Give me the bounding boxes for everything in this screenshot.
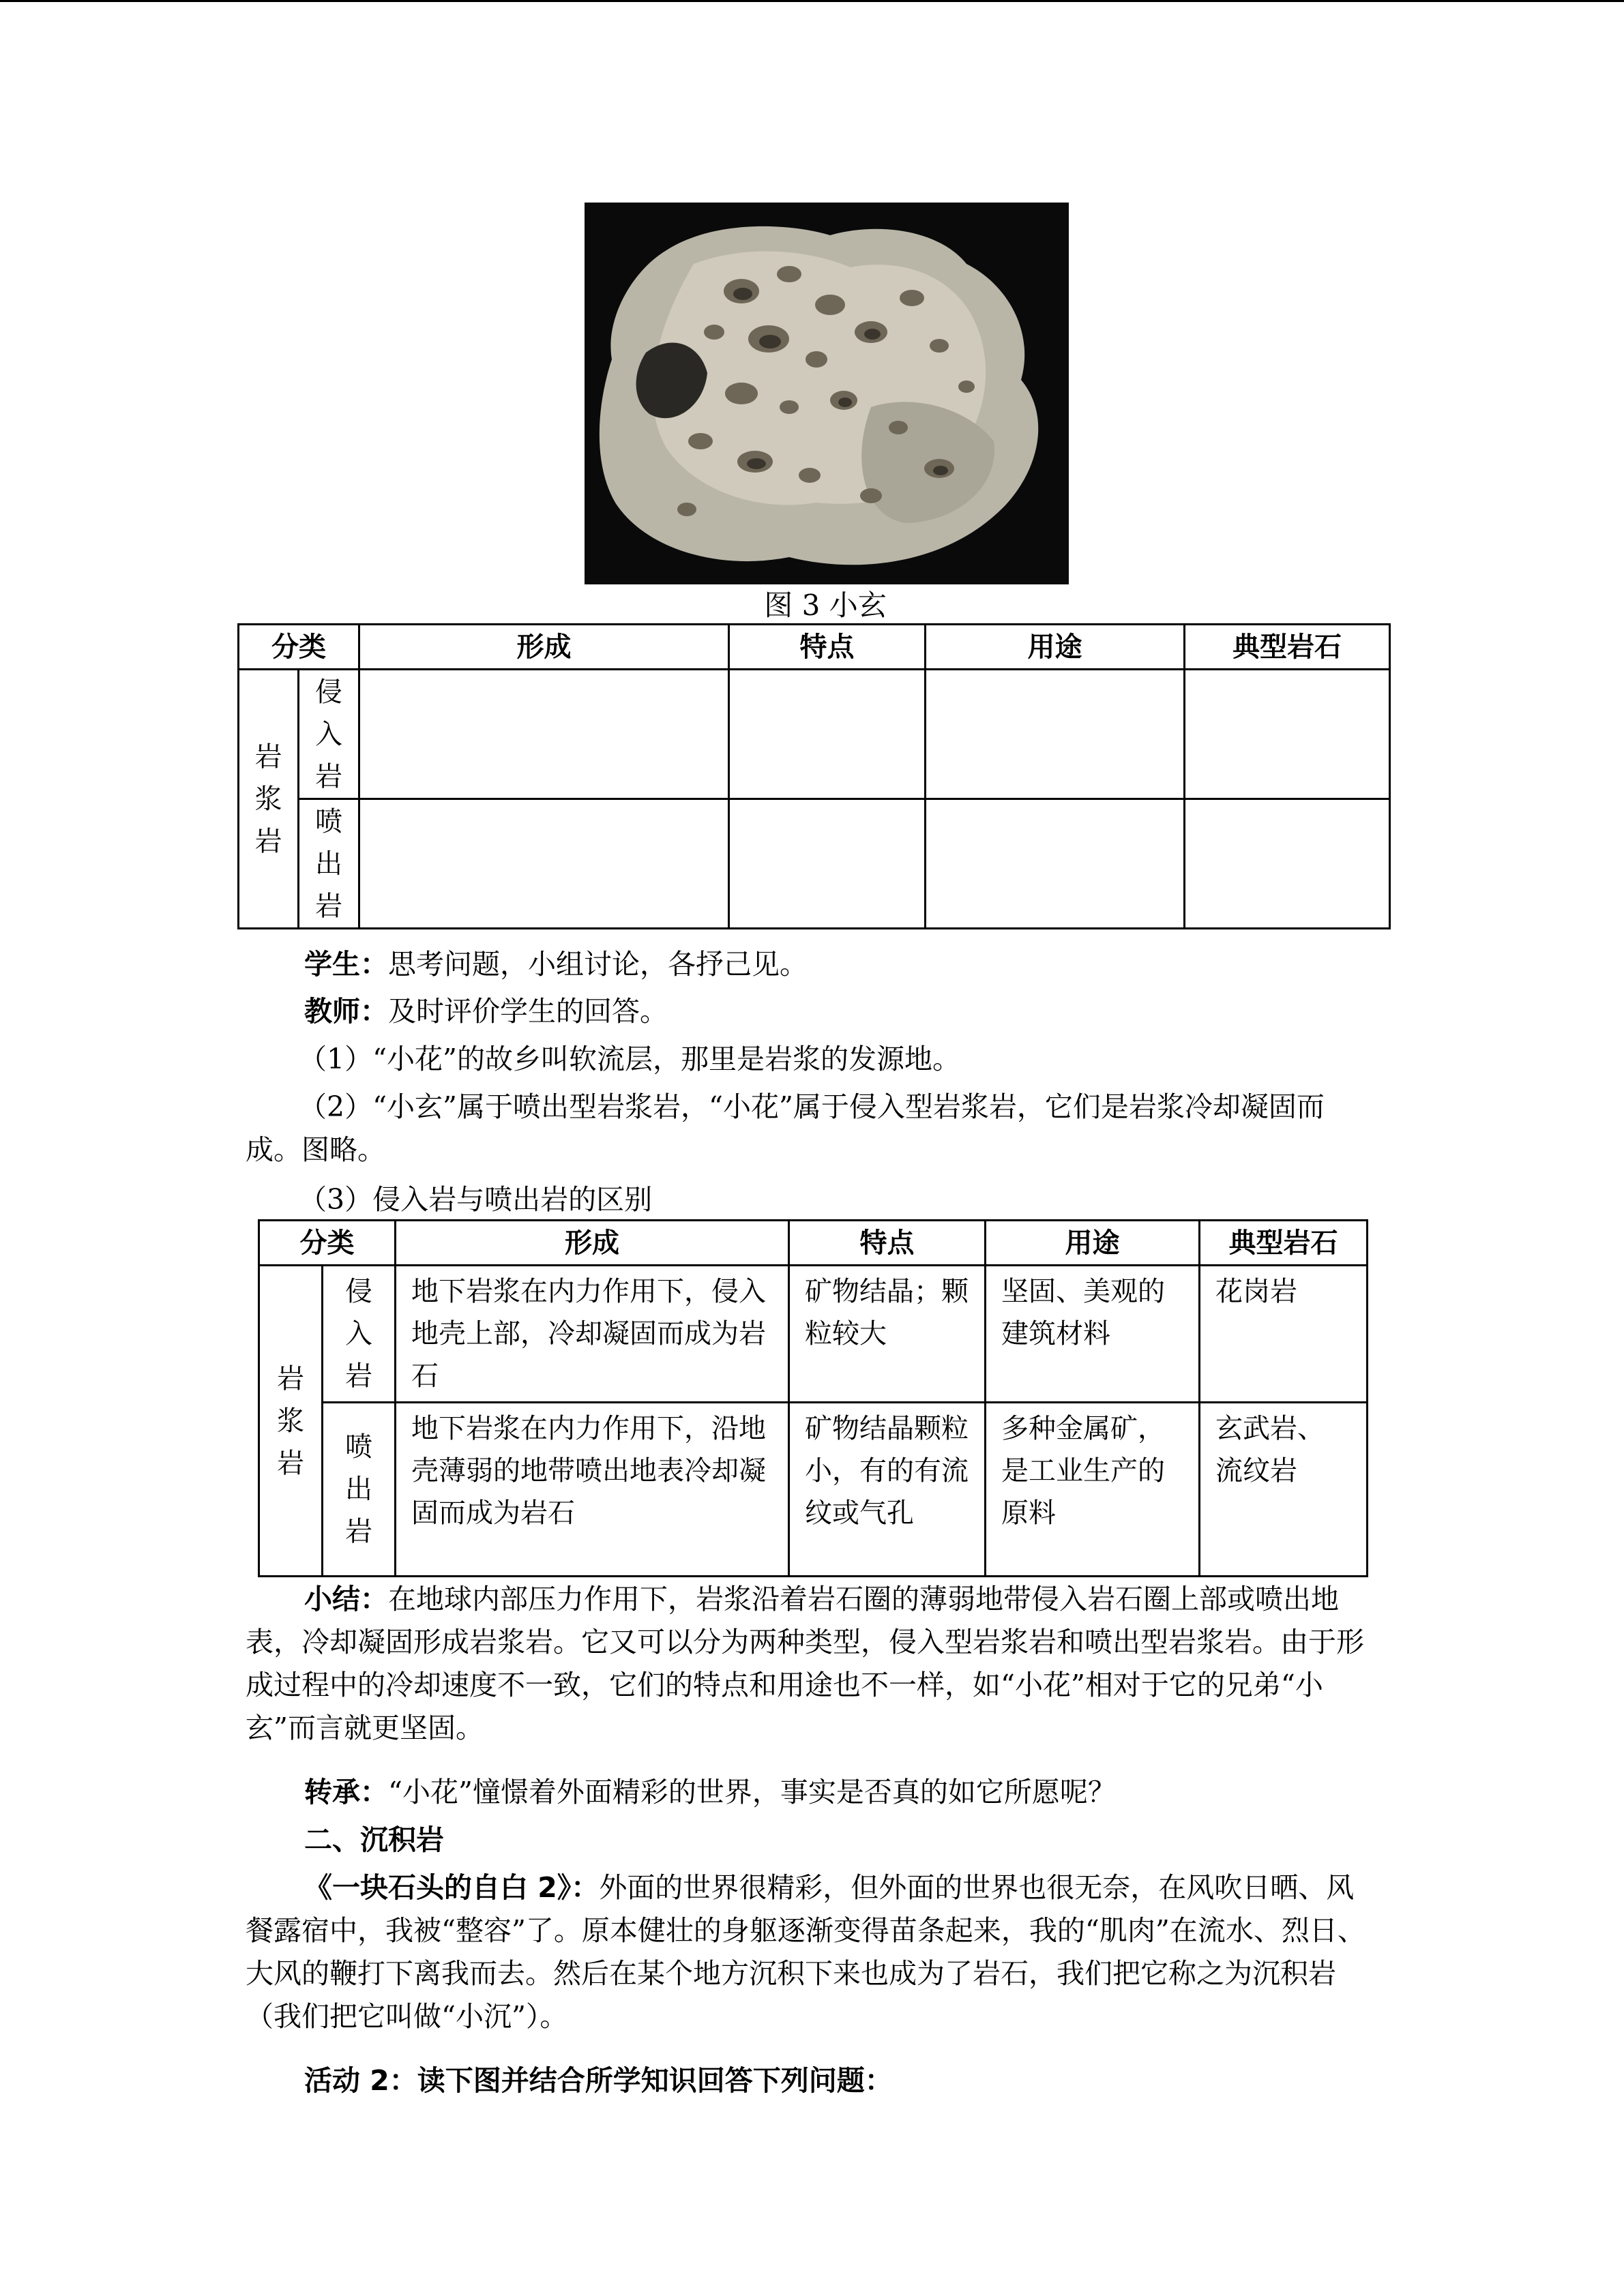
type-label: 喷出岩 bbox=[345, 1431, 372, 1547]
rock-photo bbox=[585, 203, 1069, 584]
story-title: 《一块石头的自白 2》： bbox=[304, 1871, 600, 1904]
type-cell bbox=[323, 1403, 396, 1577]
transition-paragraph bbox=[246, 1771, 1378, 1814]
features-cell bbox=[729, 670, 926, 799]
transition-label: 转承： bbox=[304, 1776, 388, 1808]
header-formation: 形成 bbox=[359, 625, 729, 670]
examples-cell: 玄武岩、流纹岩 bbox=[1200, 1403, 1368, 1577]
group-cell bbox=[239, 670, 299, 929]
type-label: 侵入岩 bbox=[315, 676, 342, 792]
usage-cell: 多种金属矿，是工业生产的原料 bbox=[986, 1403, 1200, 1577]
formation-cell: 地下岩浆在内力作用下，侵入地壳上部，冷却凝固而成为岩石 bbox=[396, 1266, 789, 1403]
answer-item-1: （1）“小花”的故乡叫软流层，那里是岩浆的发源地。 bbox=[299, 1043, 961, 1075]
group-cell bbox=[259, 1266, 323, 1577]
figure-caption: 图 3 小玄 bbox=[764, 588, 887, 622]
header-category: 分类 bbox=[239, 625, 359, 670]
header-usage: 用途 bbox=[986, 1221, 1200, 1266]
header-usage: 用途 bbox=[926, 625, 1185, 670]
summary-text: 在地球内部压力作用下，岩浆沿着岩石圈的薄弱地带侵入岩石圈上部或喷出地表，冷却凝固形成岩浆岩。它又可以分为两种类型，侵入型岩浆岩和喷出型岩浆岩。由于形成过程中的冷却速度不一致，它们的特点和用途也不一样，如“小花”相对于它的兄弟“小玄”而言就更坚固。 bbox=[246, 1583, 1364, 1744]
table-header-row bbox=[239, 625, 1390, 670]
header-examples: 典型岩石 bbox=[1200, 1221, 1368, 1266]
header-features: 特点 bbox=[789, 1221, 986, 1266]
blank-classification-table bbox=[237, 623, 1391, 929]
usage-cell bbox=[926, 799, 1185, 929]
student-label: 学生： bbox=[304, 948, 388, 981]
section-heading: 二、沉积岩 bbox=[304, 1823, 444, 1856]
features-cell: 矿物结晶颗粒小，有的有流纹或气孔 bbox=[789, 1403, 986, 1577]
table-header-row bbox=[259, 1221, 1368, 1266]
features-cell bbox=[729, 799, 926, 929]
usage-cell: 坚固、美观的建筑材料 bbox=[986, 1266, 1200, 1403]
table-row bbox=[239, 670, 1390, 799]
table-row bbox=[259, 1266, 1368, 1403]
top-border-line bbox=[0, 0, 1624, 2]
teacher-paragraph bbox=[246, 990, 1378, 1033]
teacher-text: 及时评价学生的回答。 bbox=[388, 995, 668, 1028]
answer-item-2: （2）“小玄”属于喷出型岩浆岩，“小花”属于侵入型岩浆岩，它们是岩浆冷却凝固而成。图略。 bbox=[246, 1090, 1325, 1166]
type-label: 喷出岩 bbox=[315, 805, 342, 922]
examples-cell: 花岗岩 bbox=[1200, 1266, 1368, 1403]
teacher-label: 教师： bbox=[304, 995, 388, 1028]
header-formation: 形成 bbox=[396, 1221, 789, 1266]
group-label: 岩浆岩 bbox=[254, 741, 282, 857]
header-category: 分类 bbox=[259, 1221, 396, 1266]
examples-cell bbox=[1185, 670, 1390, 799]
header-examples: 典型岩石 bbox=[1185, 625, 1390, 670]
summary-label: 小结： bbox=[304, 1583, 388, 1615]
transition-text: “小花”憧憬着外面精彩的世界，事实是否真的如它所愿呢？ bbox=[388, 1776, 1116, 1808]
story-paragraph bbox=[246, 1866, 1378, 2038]
group-label: 岩浆岩 bbox=[277, 1362, 304, 1479]
formation-cell bbox=[359, 799, 729, 929]
story-text: 外面的世界很精彩，但外面的世界也很无奈，在风吹日晒、风餐露宿中，我被“整容”了。原本健壮的身躯逐渐变得苗条起来，我的“肌肉”在流水、烈日、大风的鞭打下离我而去。然后在某个地方沉积下来也成为了岩石，我们把它称之为沉积岩（我们把它叫做“小沉”）。 bbox=[246, 1871, 1365, 2033]
examples-cell bbox=[1185, 799, 1390, 929]
usage-cell bbox=[926, 670, 1185, 799]
student-paragraph bbox=[246, 943, 1378, 986]
activity-heading: 活动 2：读下图并结合所学知识回答下列问题： bbox=[304, 2064, 893, 2097]
type-cell bbox=[299, 799, 359, 929]
student-text: 思考问题，小组讨论，各抒己见。 bbox=[388, 948, 808, 981]
header-features: 特点 bbox=[729, 625, 926, 670]
features-cell: 矿物结晶；颗粒较大 bbox=[789, 1266, 986, 1403]
table-row bbox=[259, 1403, 1368, 1577]
type-cell bbox=[299, 670, 359, 799]
summary-paragraph bbox=[246, 1578, 1378, 1750]
type-cell bbox=[323, 1266, 396, 1403]
formation-cell bbox=[359, 670, 729, 799]
table-row bbox=[239, 799, 1390, 929]
type-label: 侵入岩 bbox=[345, 1276, 372, 1392]
answer-item-3: （3）侵入岩与喷出岩的区别 bbox=[299, 1183, 653, 1216]
formation-cell: 地下岩浆在内力作用下，沿地壳薄弱的地带喷出地表冷却凝固而成为岩石 bbox=[396, 1403, 789, 1577]
rock-comparison-table bbox=[258, 1219, 1368, 1577]
